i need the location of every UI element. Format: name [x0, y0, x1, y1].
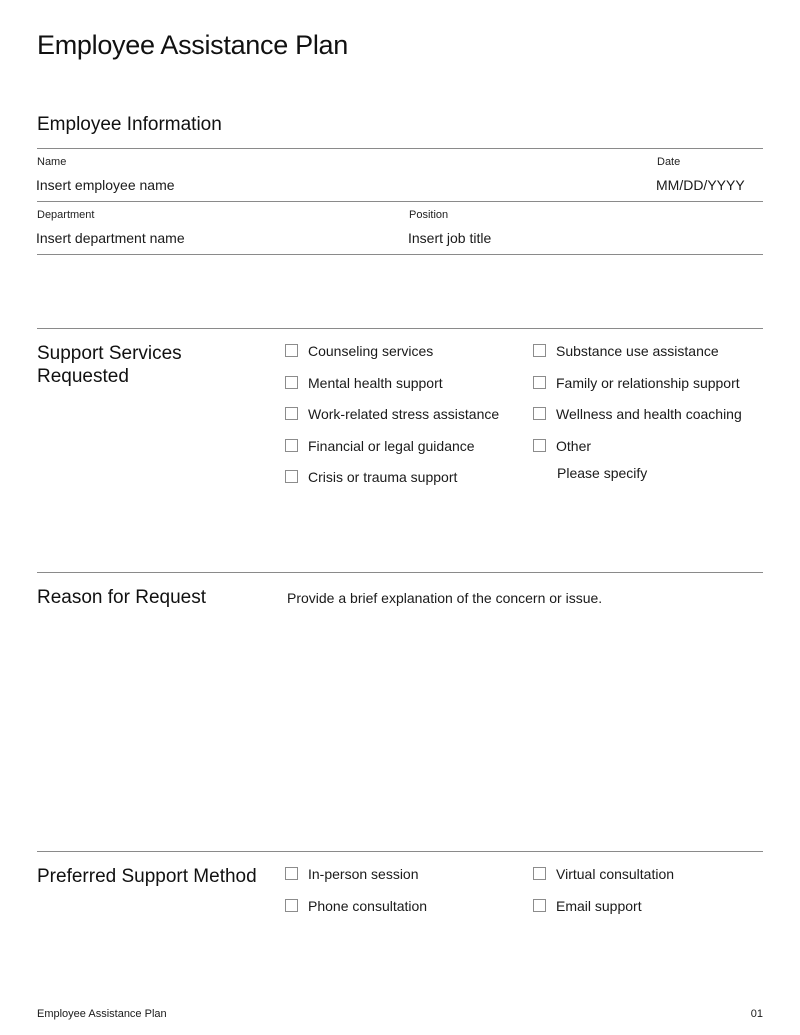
- divider: [37, 254, 763, 255]
- in-person-session-checkbox[interactable]: [285, 867, 298, 880]
- financial-legal-guidance-label: Financial or legal guidance: [308, 438, 475, 454]
- reason-field[interactable]: Provide a brief explanation of the concern or issue.: [287, 590, 603, 606]
- department-label: Department: [37, 209, 95, 221]
- phone-consultation-label: Phone consultation: [308, 898, 428, 914]
- footer-document-name: Employee Assistance Plan: [37, 1008, 167, 1020]
- financial-legal-guidance-checkbox[interactable]: [285, 439, 298, 452]
- other-label: Other: [556, 438, 592, 454]
- support-services-heading: [37, 342, 182, 388]
- other-checkbox[interactable]: [533, 439, 546, 452]
- date-label: Date: [657, 156, 681, 168]
- reason-for-request-heading: Reason for Request: [37, 587, 206, 608]
- divider: [37, 851, 763, 852]
- email-support-checkbox[interactable]: [533, 899, 546, 912]
- work-stress-assistance-checkbox[interactable]: [285, 407, 298, 420]
- wellness-health-coaching-checkbox[interactable]: [533, 407, 546, 420]
- counseling-services-checkbox[interactable]: [285, 344, 298, 357]
- family-relationship-support-label: Family or relationship support: [556, 375, 740, 391]
- mental-health-support-checkbox[interactable]: [285, 376, 298, 389]
- virtual-consultation-checkbox[interactable]: [533, 867, 546, 880]
- wellness-health-coaching-label: Wellness and health coaching: [556, 406, 742, 422]
- footer-page-number: 01: [750, 1008, 763, 1020]
- date-field[interactable]: MM/DD/YYYY: [656, 177, 745, 193]
- support-services-heading-line2: Requested: [37, 366, 129, 387]
- support-services-heading-line1: Support Services: [37, 343, 182, 364]
- position-field[interactable]: Insert job title: [408, 230, 492, 246]
- counseling-services-label: Counseling services: [308, 343, 434, 359]
- crisis-trauma-support-label: Crisis or trauma support: [308, 469, 458, 485]
- page-title: Employee Assistance Plan: [37, 30, 348, 60]
- work-stress-assistance-label: Work-related stress assistance: [308, 406, 500, 422]
- virtual-consultation-label: Virtual consultation: [556, 866, 675, 882]
- other-specify-field[interactable]: Please specify: [557, 465, 648, 481]
- employee-information-heading: Employee Information: [37, 114, 222, 135]
- divider: [37, 201, 763, 202]
- mental-health-support-label: Mental health support: [308, 375, 443, 391]
- divider: [37, 148, 763, 149]
- name-label: Name: [37, 156, 67, 168]
- email-support-label: Email support: [556, 898, 642, 914]
- substance-use-assistance-checkbox[interactable]: [533, 344, 546, 357]
- crisis-trauma-support-checkbox[interactable]: [285, 470, 298, 483]
- department-field[interactable]: Insert department name: [36, 230, 185, 246]
- in-person-session-label: In-person session: [308, 866, 419, 882]
- position-label: Position: [409, 209, 449, 221]
- name-field[interactable]: Insert employee name: [36, 177, 175, 193]
- preferred-support-method-heading: Preferred Support Method: [37, 866, 257, 887]
- substance-use-assistance-label: Substance use assistance: [556, 343, 719, 359]
- phone-consultation-checkbox[interactable]: [285, 899, 298, 912]
- divider: [37, 572, 763, 573]
- family-relationship-support-checkbox[interactable]: [533, 376, 546, 389]
- divider: [37, 328, 763, 329]
